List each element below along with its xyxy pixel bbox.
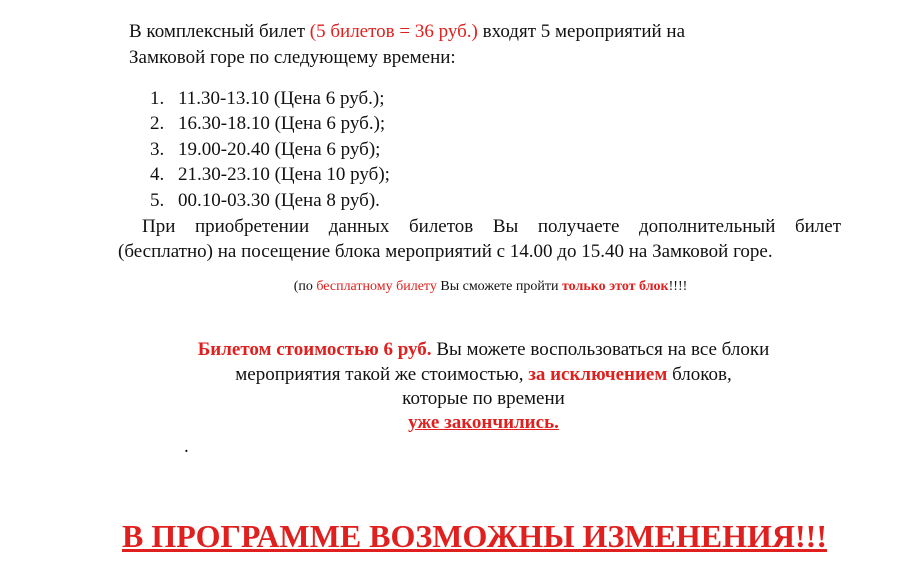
ticket-rule-line-3: которые по времени — [402, 388, 565, 409]
ticket-price-highlight: Билетом стоимостью 6 руб. — [197, 339, 432, 360]
note-middle: Вы сможете пройти — [436, 279, 562, 294]
schedule-item-number: 4. — [150, 164, 165, 186]
schedule-list — [150, 86, 390, 213]
bonus-line-2: (бесплатно) на посещение блока мероприятий с 14.00 до 15.40 на Замковой горе. — [118, 241, 773, 262]
intro-line-2: Замковой горе по следующему времени: — [129, 47, 456, 68]
bonus-line-1: При приобретении данных билетов Вы получаете дополнительный билет — [142, 216, 841, 237]
schedule-item-number: 3. — [150, 138, 165, 160]
intro-text-end: входят 5 мероприятий на — [477, 21, 686, 42]
schedule-item-text: 16.30-18.10 (Цена 6 руб.); — [178, 113, 386, 135]
ticket-rule-text-3: блоков, — [667, 364, 732, 385]
schedule-item-text: 21.30-23.10 (Цена 10 руб); — [178, 164, 390, 186]
intro-price-highlight: (5 билетов = 36 руб.) — [309, 21, 478, 42]
schedule-item-number: 2. — [150, 113, 165, 135]
note-only-this-block: только этот блок — [561, 279, 669, 294]
already-ended-highlight: уже закончились. — [408, 412, 559, 433]
intro-text-start: В комплексный билет — [129, 21, 310, 42]
stray-dot: . — [184, 436, 189, 457]
schedule-item — [150, 188, 390, 213]
bonus-paragraph — [118, 214, 841, 264]
ticket-rule-text-1: Вы можете воспользоваться на все блоки — [431, 339, 770, 360]
intro-line-1 — [129, 20, 685, 44]
note-close: !!!! — [668, 279, 688, 294]
ticket-rule-line-1 — [0, 338, 905, 363]
exception-highlight: за исключением — [528, 364, 668, 385]
ticket-rule-line-2 — [0, 363, 905, 388]
schedule-item-text: 00.10-03.30 (Цена 8 руб). — [178, 189, 380, 211]
schedule-item — [150, 137, 390, 162]
schedule-item-number: 1. — [150, 88, 165, 109]
free-ticket-note — [0, 278, 905, 296]
schedule-item — [150, 162, 390, 187]
schedule-item-text: 19.00-20.40 (Цена 6 руб); — [178, 138, 381, 160]
schedule-item — [150, 86, 390, 111]
note-open: (по — [293, 279, 317, 294]
schedule-item-text: 11.30-13.10 (Цена 6 руб.); — [178, 88, 385, 109]
note-free-ticket: бесплатному билету — [316, 279, 437, 294]
ticket-rule-text-2: мероприятия такой же стоимостью, — [235, 364, 529, 385]
schedule-item — [150, 111, 390, 136]
changes-banner: В ПРОГРАММЕ ВОЗМОЖНЫ ИЗМЕНЕНИЯ!!! — [122, 518, 827, 554]
schedule-item-number: 5. — [150, 189, 165, 211]
